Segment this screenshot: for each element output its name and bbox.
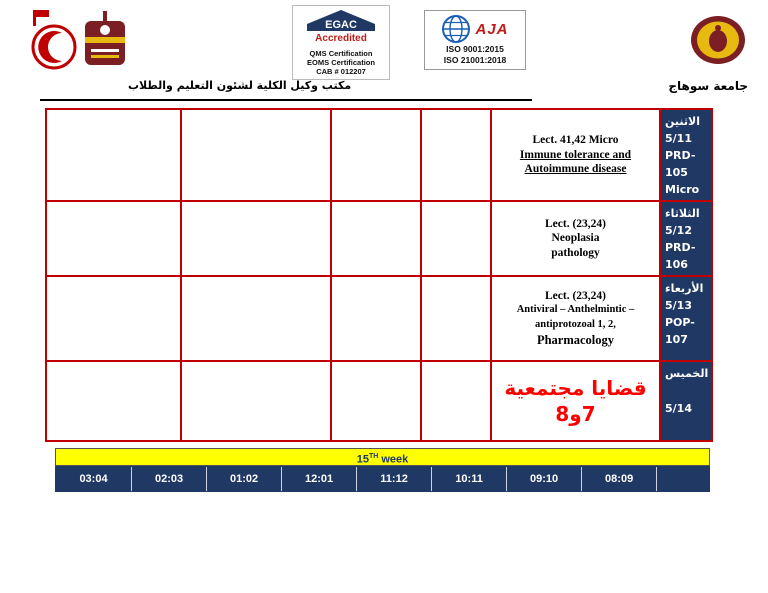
empty-cell — [181, 276, 331, 361]
college-logos — [27, 7, 131, 76]
schedule-row-wednesday — [46, 276, 712, 361]
empty-cell — [46, 276, 181, 361]
empty-cell — [46, 361, 181, 441]
time-slot-empty — [656, 467, 709, 491]
egac-cert-line1: QMS Certification — [309, 49, 373, 58]
week-word: week — [381, 453, 409, 466]
lecture-subject: Pharmacology — [536, 333, 615, 348]
time-slot: 01:02 — [206, 467, 281, 491]
header-divider — [40, 99, 532, 101]
day-cell-monday — [660, 109, 712, 201]
empty-cell — [331, 109, 421, 201]
egac-accreditation-block — [292, 5, 390, 80]
time-slot: 03:04 — [79, 473, 108, 485]
empty-cell — [181, 109, 331, 201]
day-name: الاثنين — [665, 115, 700, 128]
empty-cell — [46, 109, 181, 201]
lecture-topic-line: Autoimmune disease — [524, 163, 627, 176]
lecture-topic-line: Neoplasia — [551, 232, 600, 245]
day-cell-thursday — [660, 361, 712, 441]
time-header-row — [55, 466, 710, 492]
empty-cell — [421, 361, 491, 441]
lecture-topic-line: Antiviral – Anthelmintic – — [516, 304, 635, 316]
day-cell-tuesday — [660, 201, 712, 276]
egac-title: EGAC — [325, 19, 357, 31]
aja-globe-icon — [441, 14, 471, 44]
day-date: 5/12 — [665, 224, 692, 237]
empty-cell — [421, 201, 491, 276]
lecture-title: Lect. (23,24) — [545, 289, 606, 302]
lecture-cell-tuesday — [491, 201, 660, 276]
egac-logo-icon — [295, 8, 387, 44]
lecture-topic-line: Immune tolerance and — [519, 148, 632, 161]
time-slot: 10:11 — [431, 467, 506, 491]
empty-cell — [181, 361, 331, 441]
day-date: 5/11 — [665, 132, 692, 145]
empty-cell — [181, 201, 331, 276]
course-code-line: Micro — [665, 183, 700, 196]
course-code-line: PRD- — [665, 241, 696, 254]
crescent-and-college-logo-icon — [27, 7, 131, 71]
day-date: 5/13 — [665, 299, 692, 312]
empty-cell — [421, 109, 491, 201]
course-code-line: POP- — [665, 316, 695, 329]
office-label: مكتب وكيل الكلية لشئون التعليم والطلاب — [128, 79, 352, 92]
schedule-row-monday — [46, 109, 712, 201]
time-slot: 08:09 — [581, 467, 656, 491]
week-number: 15 — [356, 453, 369, 466]
time-slot: 02:03 — [131, 467, 206, 491]
aja-accreditation-block — [424, 10, 526, 70]
aja-logo-row — [429, 14, 521, 44]
day-name: الخميس — [665, 367, 709, 380]
time-slot: 12:01 — [281, 467, 356, 491]
egac-subtitle: Accredited — [315, 33, 367, 44]
empty-cell — [331, 201, 421, 276]
time-slot: 11:12 — [356, 467, 431, 491]
lecture-cell-wednesday — [491, 276, 660, 361]
aja-title: AJA — [475, 20, 509, 38]
empty-cell — [421, 276, 491, 361]
lecture-title: Lect. (23,24) — [545, 217, 606, 230]
course-code-line: PRD- — [665, 149, 696, 162]
schedule-row-tuesday — [46, 201, 712, 276]
empty-cell — [331, 276, 421, 361]
day-name: الثلاثاء — [665, 207, 700, 220]
day-date: 5/14 — [665, 402, 692, 415]
activity-cell-thursday — [491, 361, 660, 441]
schedule-table — [45, 108, 713, 442]
egac-cert-line3: CAB # 012207 — [316, 67, 366, 76]
university-seal-icon — [689, 15, 747, 65]
schedule-row-thursday — [46, 361, 712, 441]
lecture-cell-monday — [491, 109, 660, 201]
aja-iso-line2: ISO 21001:2018 — [443, 55, 507, 65]
week-banner — [55, 448, 710, 466]
week-ordinal: TH — [368, 453, 379, 460]
course-code-line: 105 — [665, 166, 688, 179]
aja-iso-line1: ISO 9001:2015 — [446, 44, 504, 54]
empty-cell — [46, 201, 181, 276]
lecture-topic-line: pathology — [551, 246, 600, 259]
time-slot: 09:10 — [506, 467, 581, 491]
lecture-topic-line: antiprotozoal 1, 2, — [535, 318, 616, 330]
lecture-title: Lect. 41,42 Micro — [532, 134, 619, 147]
egac-cert-line2: EOMS Certification — [307, 58, 375, 67]
university-logo — [689, 15, 747, 70]
empty-cell — [331, 361, 421, 441]
university-label: جامعة سوهاج — [668, 79, 748, 93]
day-cell-wednesday — [660, 276, 712, 361]
course-code-line: 106 — [665, 258, 688, 271]
day-name: الأربعاء — [665, 282, 704, 295]
course-code-line: 107 — [665, 333, 688, 346]
community-activity-label: قضايا مجتمعية 7و8 — [504, 376, 647, 426]
